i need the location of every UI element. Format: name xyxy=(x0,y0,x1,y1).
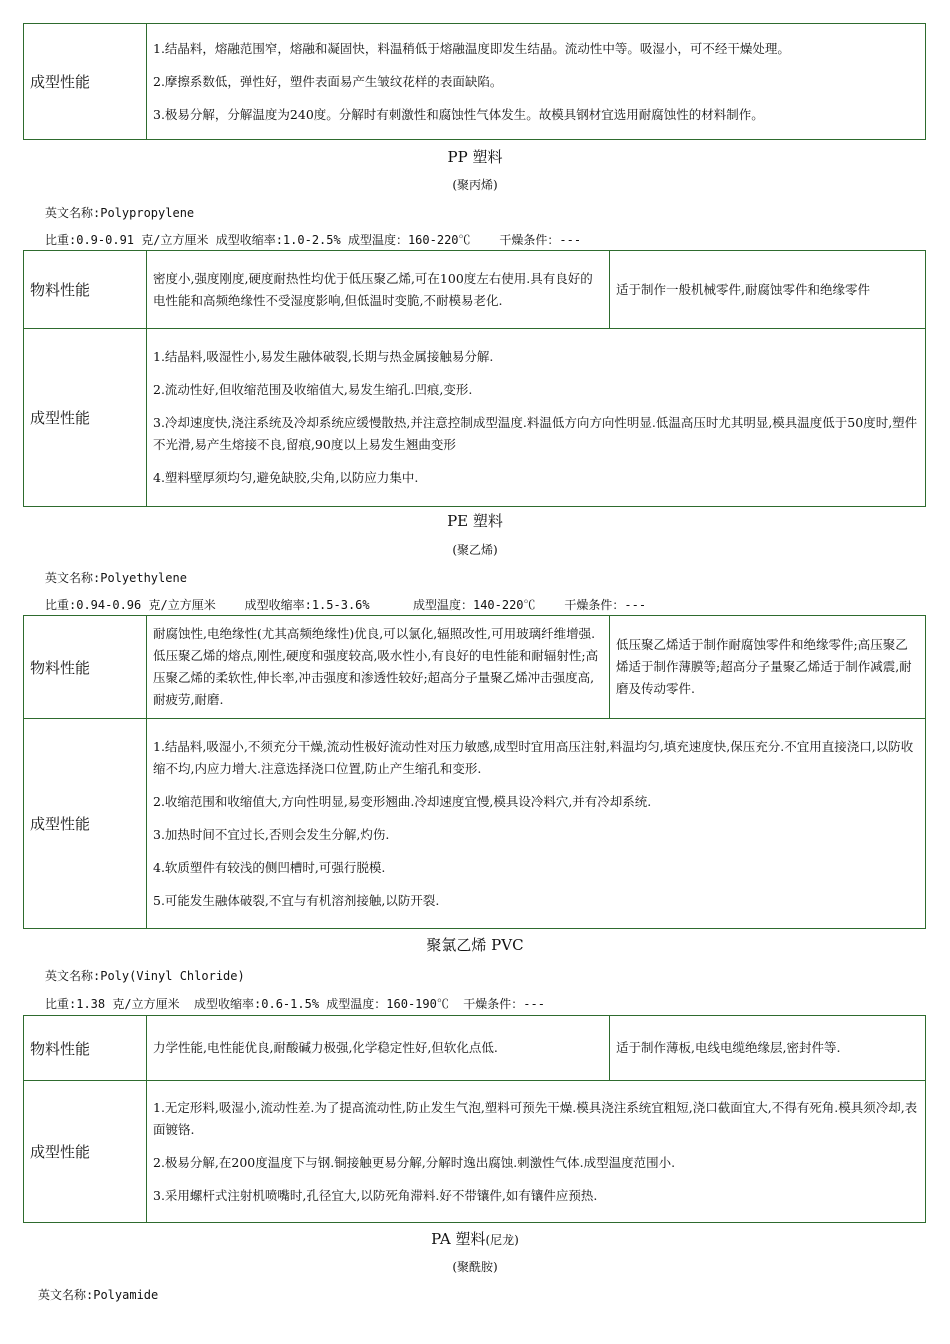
molding-item: 3.加热时间不宜过长,否则会发生分解,灼伤. xyxy=(153,826,390,842)
pp-molding-label: 成型性能 xyxy=(24,329,147,507)
top-molding-table xyxy=(23,23,926,140)
molding-item: 3.极易分解，分解温度为240度。分解时有刺激性和腐蚀性气体发生。故模具钢材宜选用耐腐蚀性的材料制作。 xyxy=(153,106,764,122)
pa-title-suffix: (尼龙) xyxy=(485,1233,519,1247)
pe-subtitle: (聚乙烯) xyxy=(452,543,498,557)
molding-item: 4.软质塑件有较浅的侧凹槽时,可强行脱模. xyxy=(153,859,386,875)
molding-item: 1.结晶料，熔融范围窄，熔融和凝固快，料温稍低于熔融温度即发生结晶。流动性中等。吸湿小，可不经干燥处理。 xyxy=(153,40,790,56)
pa-title-main: PA 塑料 xyxy=(431,1230,486,1248)
molding-item: 3.冷却速度快,浇注系统及冷却系统应缓慢散热,并注意控制成型温度.料温低方向方向性明显.低温高压时尤其明显,模具温度低于50度时,塑件不光滑,易产生熔接不良,留痕,90度以上易发生翘曲变形 xyxy=(153,415,918,452)
pvc-molding-label: 成型性能 xyxy=(24,1081,147,1223)
molding-item: 1.结晶料,吸湿性小,易发生融体破裂,长期与热金属接触易分解. xyxy=(153,349,494,364)
pe-english-name: 英文名称:Polyethylene xyxy=(45,571,187,585)
pe-properties-table xyxy=(23,615,926,929)
molding-item: 3.采用螺杆式注射机喷嘴时,孔径宜大,以防死角滞料.好不带镶件,如有镶件应预热. xyxy=(153,1187,598,1203)
pvc-title: 聚氯乙烯 PVC xyxy=(426,936,524,954)
pp-english-name: 英文名称:Polypropylene xyxy=(45,206,195,220)
pp-title: PP 塑料 xyxy=(447,148,503,166)
molding-item: 1.结晶料,吸湿小,不须充分干燥,流动性极好流动性对压力敏感,成型时宜用高压注射,料温均匀,填充速度快,保压充分.不宜用直接浇口,以防收缩不均,内应力增大.注意选择浇口位置,防止产生缩孔和变形. xyxy=(153,738,914,776)
pp-material-text: 密度小,强度刚度,硬度耐热性均优于低压聚乙烯,可在100度左右使用.具有良好的电性能和高频绝缘性不受湿度影响,但低温时变脆,不耐模易老化. xyxy=(147,251,610,329)
molding-item: 4.塑料壁厚须均匀,避免缺胶,尖角,以防应力集中. xyxy=(153,470,419,485)
pe-material-use: 低压聚乙烯适于制作耐腐蚀零件和绝缘零件;高压聚乙烯适于制作薄膜等;超高分子量聚乙烯适于制作减震,耐磨及传动零件. xyxy=(610,616,926,719)
pp-subtitle: (聚丙烯) xyxy=(452,178,498,192)
pa-english-name: 英文名称:Polyamide xyxy=(38,1288,159,1302)
molding-item: 2.流动性好,但收缩范围及收缩值大,易发生缩孔.凹痕,变形. xyxy=(153,382,473,397)
pvc-material-use: 适于制作薄板,电线电缆绝缘层,密封件等. xyxy=(610,1016,926,1081)
pe-molding-text xyxy=(147,719,926,929)
pvc-specs: 比重:1.38 克/立方厘米 成型收缩率:0.6-1.5% 成型温度：160-190℃ 干燥条件：--- xyxy=(45,997,545,1011)
pvc-properties-table xyxy=(23,1015,926,1223)
pp-specs: 比重:0.9-0.91 克/立方厘米 成型收缩率:1.0-2.5% 成型温度：160-220℃ 干燥条件：--- xyxy=(45,233,582,247)
molding-item: 2.收缩范围和收缩值大,方向性明显,易变形翘曲.冷却速度宜慢,模具设冷料穴,并有冷却系统. xyxy=(153,793,652,809)
pa-title xyxy=(0,1228,950,1249)
pa-subtitle: (聚酰胺) xyxy=(452,1260,498,1274)
molding-text xyxy=(147,24,926,140)
pp-properties-table xyxy=(23,250,926,507)
pe-title: PE 塑料 xyxy=(447,512,503,530)
pe-material-label: 物料性能 xyxy=(24,616,147,719)
pvc-english-name: 英文名称:Poly(Vinyl Chloride) xyxy=(45,969,245,983)
molding-item: 2.摩擦系数低，弹性好，塑件表面易产生皱纹花样的表面缺陷。 xyxy=(153,73,503,89)
pp-material-use: 适于制作一般机械零件,耐腐蚀零件和绝缘零件 xyxy=(610,251,926,329)
pp-material-label: 物料性能 xyxy=(24,251,147,329)
molding-item: 1.无定形料,吸湿小,流动性差.为了提高流动性,防止发生气泡,塑料可预先干燥.模具浇注系统宜粗短,浇口截面宜大,不得有死角.模具须冷却,表面镀铬. xyxy=(153,1099,918,1137)
molding-item: 5.可能发生融体破裂,不宜与有机溶剂接触,以防开裂. xyxy=(153,892,440,908)
pvc-molding-text xyxy=(147,1081,926,1223)
molding-item: 2.极易分解,在200度温度下与钢.铜接触更易分解,分解时逸出腐蚀.刺激性气体.成型温度范围小. xyxy=(153,1154,676,1170)
pp-molding-text xyxy=(147,329,926,507)
pe-specs: 比重:0.94-0.96 克/立方厘米 成型收缩率:1.5-3.6% 成型温度：140-220℃ 干燥条件：--- xyxy=(45,598,647,612)
pvc-material-text: 力学性能,电性能优良,耐酸碱力极强,化学稳定性好,但软化点低. xyxy=(147,1016,610,1081)
pvc-material-label: 物料性能 xyxy=(24,1016,147,1081)
pe-molding-label: 成型性能 xyxy=(24,719,147,929)
pe-material-text: 耐腐蚀性,电绝缘性(尤其高频绝缘性)优良,可以氯化,辐照改性,可用玻璃纤维增强.低压聚乙烯的熔点,刚性,硬度和强度较高,吸水性小,有良好的电性能和耐辐射性;高压聚乙烯的柔软性,伸长率,冲击强度和渗透性较好;超高分子量聚乙烯冲击强度高,耐疲劳,耐磨. xyxy=(147,616,610,719)
molding-label: 成型性能 xyxy=(24,24,147,140)
